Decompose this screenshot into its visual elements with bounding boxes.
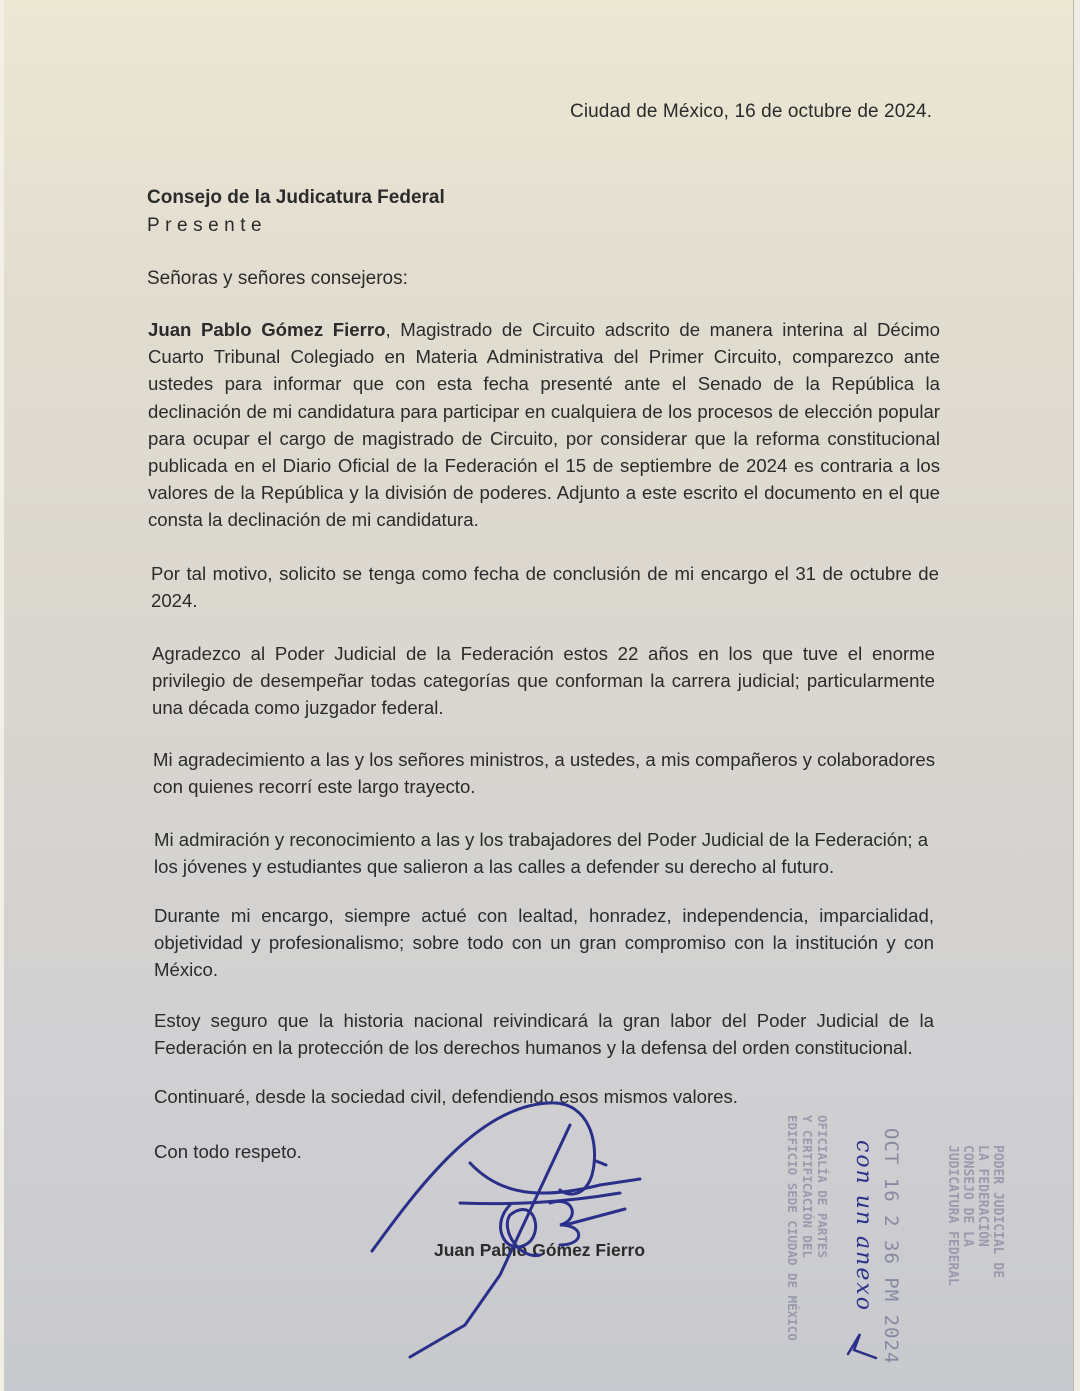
stamp-received-datetime: OCT 16 2 36 PM 2024 — [880, 1128, 902, 1365]
stamp-institution: PODER JUDICIAL DE LA FEDERACIÓN CONSEJO DE LA JUDICATURA FEDERAL — [945, 1145, 1005, 1286]
paragraph-conduct: Durante mi encargo, siempre actué con lealtad, honradez, independencia, imparcialidad, objetividad y profesionalismo; sobre todo con un gran compromiso con la institución y con México. — [154, 905, 934, 981]
paragraph-conclusion-date: Por tal motivo, solicito se tenga como fecha de conclusión de mi encargo el 31 de octubre de 2024. — [151, 563, 939, 612]
paragraph-declination — [148, 316, 940, 534]
author-name-bold: Juan Pablo Gómez Fierro — [148, 319, 386, 340]
salutation: Señoras y señores consejeros: — [147, 268, 408, 289]
handwritten-signature — [360, 1085, 680, 1375]
recipient: Consejo de la Judicatura Federal — [147, 187, 445, 208]
closing: Con todo respeto. — [154, 1141, 302, 1162]
paragraph-admiration: Mi admiración y reconocimiento a las y los trabajadores del Poder Judicial de la Federación; a los jóvenes y estudiantes que salieron a las calles a defender su derecho al futuro. — [154, 829, 929, 878]
initials-mark-icon — [842, 1322, 882, 1362]
paragraph-gratitude-pjf: Agradezco al Poder Judicial de la Federación estos 22 años en los que tuve el enorme privilegio de desempeñar todas categorías que conforman la carrera judicial; particularmente una década como juzgador federal. — [152, 643, 935, 719]
paragraph-gratitude-ministers: Mi agradecimiento a las y los señores ministros, a ustedes, a mis compañeros y colaboradores con quienes recorrí este largo trayecto. — [153, 749, 935, 798]
date-line: Ciudad de México, 16 de octubre de 2024. — [570, 101, 933, 122]
paragraph-continuation: Continuaré, desde la sociedad civil, defendiendo esos mismos valores. — [154, 1086, 738, 1107]
stamp-office: OFICIALÍA DE PARTES Y CERTIFICACIÓN DEL EDIFICIO SEDE CIUDAD DE MÉXICO — [785, 1115, 830, 1341]
paragraph-text: , Magistrado de Circuito adscrito de manera interina al Décimo Cuarto Tribunal Colegiado en Materia Administrativa del Primer Circuito, comparezco ante ustedes para informar que con esta fecha presenté ante el Senado de la República la declinación de mi candidatura para participar en cualquiera de los procesos de elección popular para ocupar el cargo de magistrado de Circuito, por considerar que la reforma constitucional publicada en el Diario Oficial de la Federación el 15 de septiembre de 2024 es contraria a los valores de la República y la división de poderes. Adjunto a este escrito el documento en el que consta la declinación de mi candidatura. — [148, 319, 940, 531]
paragraph-history: Estoy seguro que la historia nacional reivindicará la gran labor del Poder Judicial de la Federación en la protección de los derechos humanos y la defensa del orden constitucional. — [154, 1010, 934, 1059]
presente-line: Presente — [147, 215, 268, 236]
signatory-name: Juan Pablo Gómez Fierro — [434, 1240, 646, 1260]
handwritten-annotation: con un anexo — [851, 1140, 876, 1313]
